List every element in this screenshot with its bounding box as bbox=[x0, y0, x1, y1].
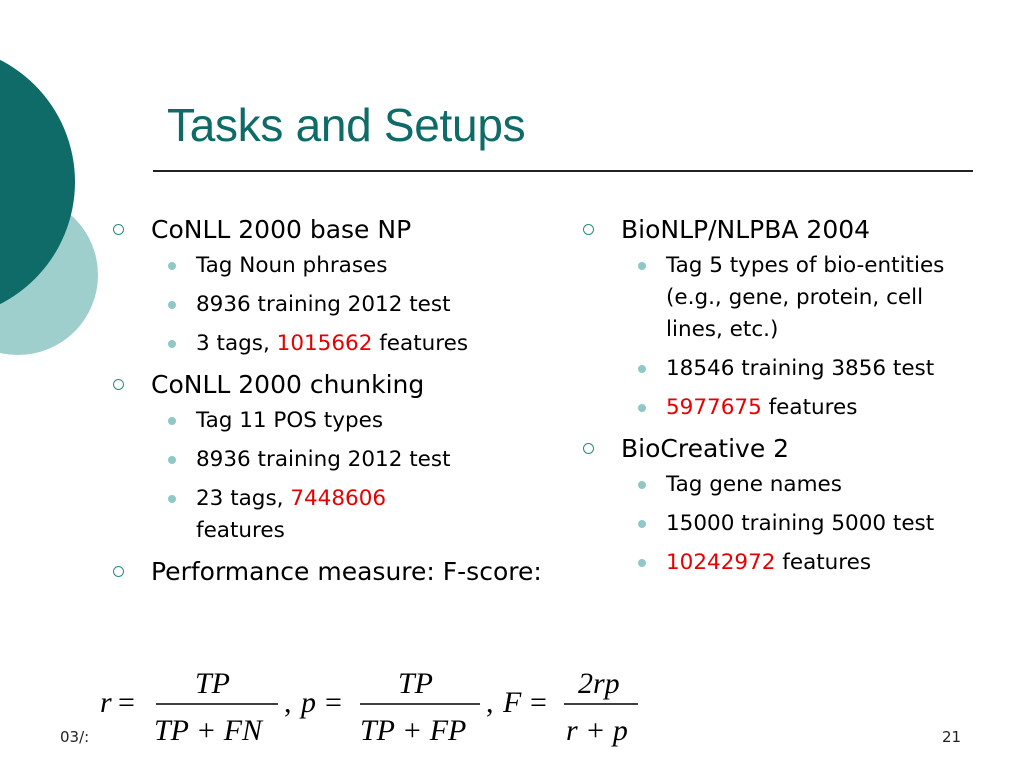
dot-bullet-icon bbox=[168, 262, 176, 270]
sub-bullet: Tag 5 types of bio-entities (e.g., gene, protein, cell lines, etc.) bbox=[583, 250, 986, 346]
sub-bullet: Tag gene names bbox=[583, 469, 993, 501]
feature-count: 7448606 bbox=[290, 486, 387, 511]
title-divider bbox=[153, 170, 973, 172]
slide-title: Tasks and Setups bbox=[167, 99, 526, 151]
sub-bullet: 5977675 features bbox=[583, 392, 993, 424]
ring-bullet-icon bbox=[583, 443, 594, 454]
formula-F: F bbox=[503, 686, 522, 719]
dot-bullet-icon bbox=[168, 301, 176, 309]
footer-date: 03/: bbox=[60, 728, 90, 746]
formula-eq: = bbox=[530, 686, 547, 719]
sub-bullet: 18546 training 3856 test bbox=[583, 353, 966, 385]
page-number: 21 bbox=[942, 728, 962, 746]
ring-bullet-icon bbox=[113, 379, 124, 390]
dot-bullet-icon bbox=[638, 262, 646, 270]
formula-r: r bbox=[100, 686, 112, 719]
sub-bullet: Tag 11 POS types bbox=[113, 405, 553, 437]
dot-bullet-icon bbox=[638, 481, 646, 489]
formula-eq: = bbox=[118, 686, 135, 719]
sub-bullet: 10242972 features bbox=[583, 547, 993, 579]
formula-comma: , bbox=[284, 686, 292, 719]
ring-bullet-icon bbox=[583, 224, 594, 235]
bullet-conll-chunking: CoNLL 2000 chunking bbox=[113, 367, 553, 403]
formula-tp-num: TP bbox=[398, 667, 434, 700]
dot-bullet-icon bbox=[168, 456, 176, 464]
dot-bullet-icon bbox=[168, 340, 176, 348]
sub-bullet: 3 tags, 1015662 features bbox=[113, 328, 553, 360]
bullet-conll-base-np: CoNLL 2000 base NP bbox=[113, 212, 553, 248]
sub-bullet: 15000 training 5000 test bbox=[583, 508, 966, 540]
formula-den2: TP + FP bbox=[360, 714, 467, 747]
feature-count: 1015662 bbox=[276, 331, 373, 356]
formula-num3: 2rp bbox=[578, 667, 620, 700]
formula-tp-num: TP bbox=[195, 667, 231, 700]
formula-den3: r + p bbox=[566, 714, 628, 747]
ring-bullet-icon bbox=[113, 566, 124, 577]
bullet-biocreative: BioCreative 2 bbox=[583, 431, 993, 467]
right-column bbox=[583, 212, 993, 586]
feature-count: 5977675 bbox=[666, 395, 762, 420]
bullet-bionlp: BioNLP/NLPBA 2004 bbox=[583, 212, 993, 248]
formula-comma: , bbox=[486, 686, 494, 719]
dot-bullet-icon bbox=[638, 404, 646, 412]
formula-p: p bbox=[301, 686, 316, 719]
dot-bullet-icon bbox=[168, 417, 176, 425]
sub-bullet: 8936 training 2012 test bbox=[113, 444, 553, 476]
bullet-performance-measure: Performance measure: F-score: bbox=[113, 554, 551, 590]
dot-bullet-icon bbox=[638, 365, 646, 373]
dot-bullet-icon bbox=[168, 495, 176, 503]
sub-bullet: 8936 training 2012 test bbox=[113, 289, 553, 321]
sub-bullet: 23 tags, 7448606 features bbox=[113, 483, 476, 547]
ring-bullet-icon bbox=[113, 224, 124, 235]
feature-count: 10242972 bbox=[666, 550, 776, 575]
dot-bullet-icon bbox=[638, 520, 646, 528]
decorative-circles bbox=[0, 0, 120, 420]
formula-eq: = bbox=[325, 686, 342, 719]
formula-den1: TP + FN bbox=[154, 714, 263, 747]
dot-bullet-icon bbox=[638, 559, 646, 567]
left-column bbox=[113, 212, 553, 592]
f-score-formula bbox=[98, 662, 658, 758]
sub-bullet: Tag Noun phrases bbox=[113, 250, 553, 282]
